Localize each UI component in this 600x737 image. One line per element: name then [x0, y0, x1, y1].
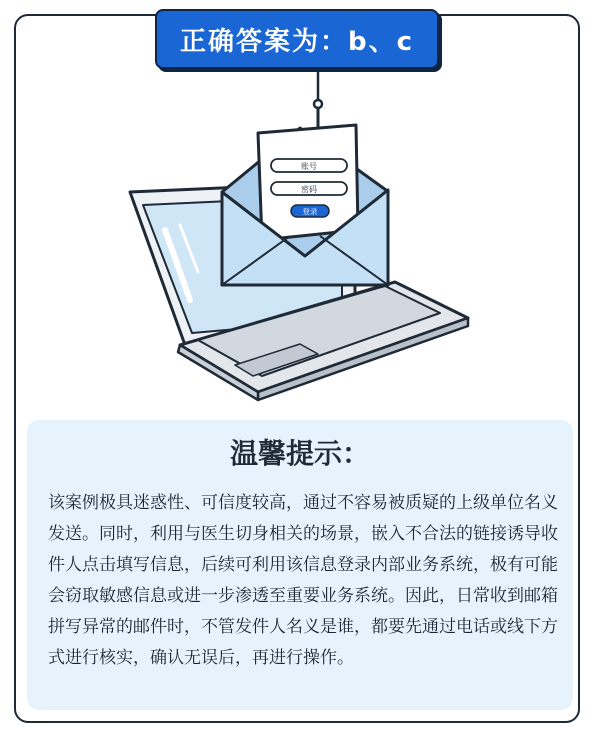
- login-button-label: 登录: [302, 207, 318, 216]
- account-label: 账号: [301, 162, 317, 171]
- tip-title: 温馨提示：: [229, 437, 370, 470]
- answer-text: 正确答案为：b、c: [179, 26, 415, 57]
- password-label: 密码: [301, 185, 317, 194]
- phishing-letter: [258, 125, 358, 240]
- answer-banner: [155, 9, 439, 69]
- tip-body: 该案例极具迷惑性、可信度较高，通过不容易被质疑的上级单位名义发送。同时，利用与医生切身相关的场景，嵌入不合法的链接诱导收件人点击填写信息，后续可利用该信息登录内部业务系统，极有可能会窃取敏感信息或进一步渗透至重要业务系统。因此，日常收到邮箱拼写异常的邮件时，不管发件人名义是谁，都要先通过电话或线下方式进行核实，确认无误后，再进行操作。: [48, 493, 558, 668]
